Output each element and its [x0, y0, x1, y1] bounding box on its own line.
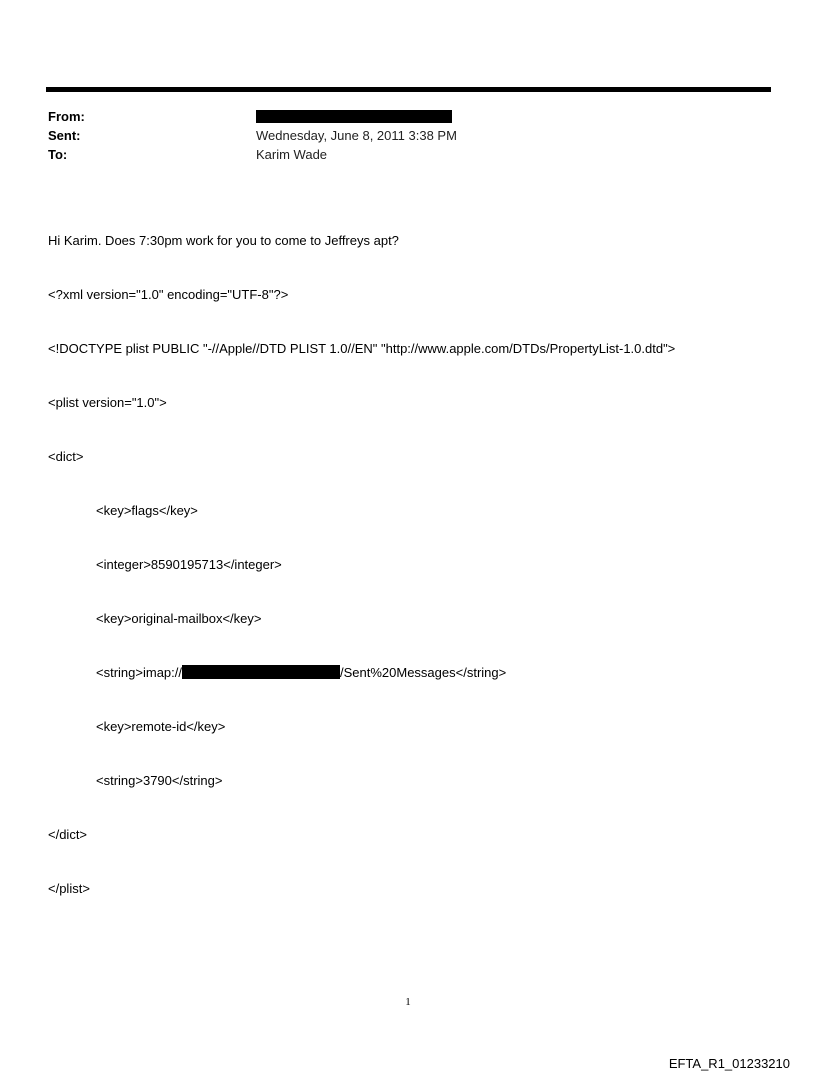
redaction-block-mailbox — [182, 665, 340, 679]
dict-open-line: <dict> — [48, 449, 84, 464]
key-remote-line: <key>remote-id</key> — [96, 719, 226, 734]
xml-declaration-line: <?xml version="1.0" encoding="UTF-8"?> — [48, 287, 289, 302]
string-remote-line: <string>3790</string> — [96, 773, 223, 788]
to-label: To: — [48, 146, 68, 162]
plist-close-line: </plist> — [48, 881, 90, 896]
key-flags-line: <key>flags</key> — [96, 503, 198, 518]
header-rule — [46, 87, 771, 92]
sent-value: Wednesday, June 8, 2011 3:38 PM — [256, 127, 457, 143]
doctype-line: <!DOCTYPE plist PUBLIC "-//Apple//DTD PLIST 1.0//EN" "http://www.apple.com/DTDs/PropertyList-1.0.dtd"> — [48, 341, 676, 356]
redaction-block-sender — [256, 110, 452, 123]
sent-label: Sent: — [48, 127, 81, 143]
greeting-line: Hi Karim. Does 7:30pm work for you to come to Jeffreys apt? — [48, 233, 399, 248]
page-number: 1 — [405, 996, 411, 1008]
to-row — [48, 145, 748, 164]
integer-flags-line: <integer>8590195713</integer> — [96, 557, 282, 572]
email-header — [48, 107, 748, 164]
email-body — [48, 196, 778, 916]
imap-suffix: /Sent%20Messages</string> — [340, 665, 507, 680]
to-value: Karim Wade — [256, 146, 328, 162]
dict-close-line: </dict> — [48, 827, 88, 842]
from-row — [48, 107, 748, 126]
string-imap-line — [48, 664, 778, 682]
imap-prefix: <string>imap:// — [96, 665, 182, 680]
bates-number: EFTA_R1_01233210 — [668, 1056, 790, 1071]
sent-row — [48, 126, 748, 145]
key-mailbox-line: <key>original-mailbox</key> — [96, 611, 262, 626]
plist-open-line: <plist version="1.0"> — [48, 395, 167, 410]
from-label: From: — [48, 108, 85, 124]
